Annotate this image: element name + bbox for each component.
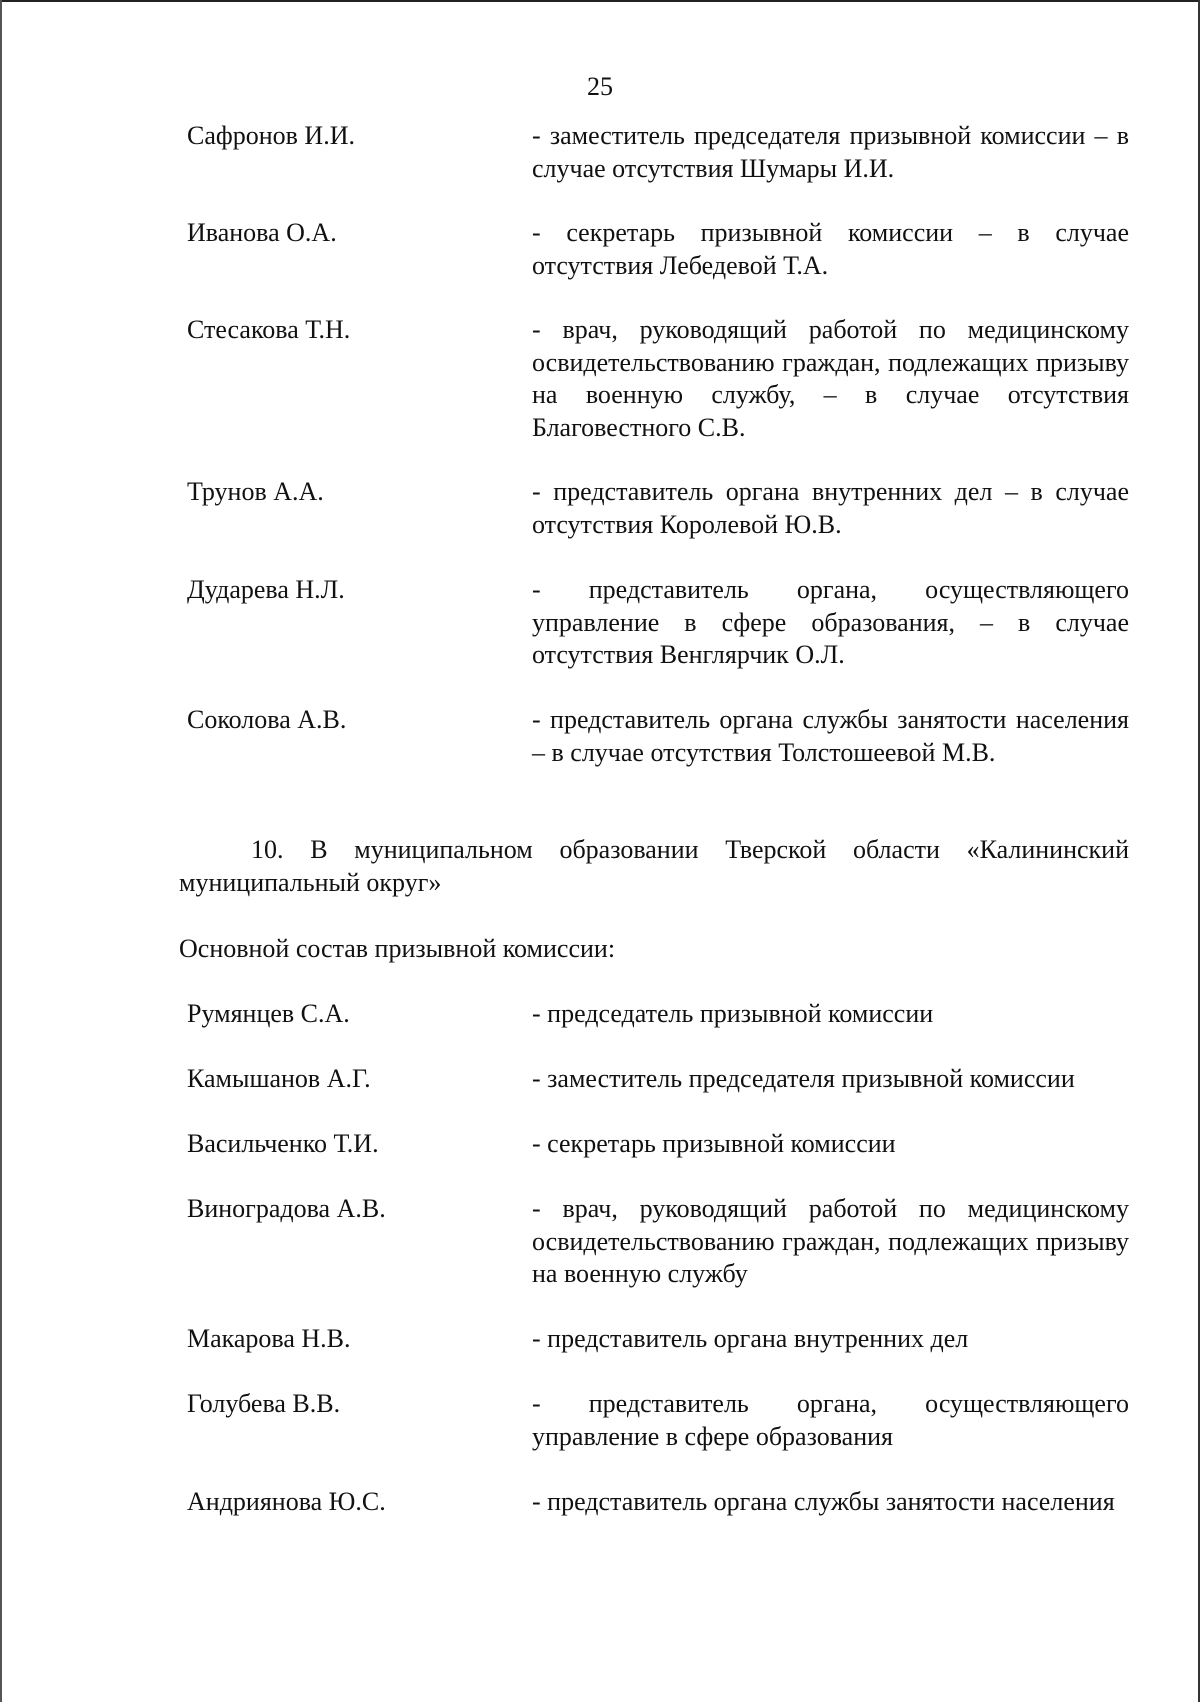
member-name: Голубева В.В. — [187, 1389, 341, 1418]
member-role: - заместитель председателя призывной комиссии — [532, 1064, 1075, 1093]
member-name: Соколова А.В. — [187, 705, 347, 734]
member-name: Андриянова Ю.С. — [187, 1487, 386, 1516]
member-name: Васильченко Т.И. — [187, 1129, 379, 1158]
member-role: - врач, руководящий работой по медицинскому освидетельствованию граждан, подлежащих призыву на военную службу, – в случае отсутствия Благовестного С.В. — [532, 315, 1129, 442]
member-role: - председатель призывной комиссии — [532, 999, 934, 1028]
member-role: - представитель органа внутренних дел – в случае отсутствия Королевой Ю.В. — [532, 477, 1129, 539]
member-role: - врач, руководящий работой по медицинскому освидетельствованию граждан, подлежащих призыву на военную службу — [532, 1194, 1129, 1288]
member-name: Сафронов И.И. — [187, 121, 355, 150]
member-role: - секретарь призывной комиссии – в случае отсутствия Лебедевой Т.А. — [532, 218, 1129, 280]
member-role: - представитель органа службы занятости населения — [532, 1487, 1115, 1516]
member-name: Трунов А.А. — [187, 477, 324, 506]
member-role: - представитель органа, осуществляющего управление в сфере образования — [532, 1389, 1129, 1451]
member-name: Стесакова Т.Н. — [187, 315, 351, 344]
member-name: Камышанов А.Г. — [187, 1064, 371, 1093]
section-heading: 10. В муниципальном образовании Тверской области «Калининский муниципальный округ» — [179, 835, 1129, 897]
member-name: Иванова О.А. — [187, 218, 337, 247]
member-role: - представитель органа внутренних дел — [532, 1324, 969, 1353]
member-role: - заместитель председателя призывной комиссии – в случае отсутствия Шумары И.И. — [532, 121, 1129, 183]
member-role: - представитель органа службы занятости населения – в случае отсутствия Толстошеевой М.В. — [532, 705, 1129, 767]
member-name: Дударева Н.Л. — [187, 575, 345, 604]
member-name: Виноградова А.В. — [187, 1194, 386, 1223]
member-name: Макарова Н.В. — [187, 1324, 351, 1353]
member-role: - секретарь призывной комиссии — [532, 1129, 896, 1158]
member-role: - представитель органа, осуществляющего управление в сфере образования, – в случае отсутствия Венглярчик О.Л. — [532, 575, 1129, 669]
scan-edge-top — [0, 0, 1200, 2]
page-number: 25 — [587, 72, 613, 101]
member-name: Румянцев С.А. — [187, 999, 350, 1028]
composition-subheading: Основной состав призывной комиссии: — [179, 934, 616, 963]
scan-edge-left — [0, 0, 2, 1702]
